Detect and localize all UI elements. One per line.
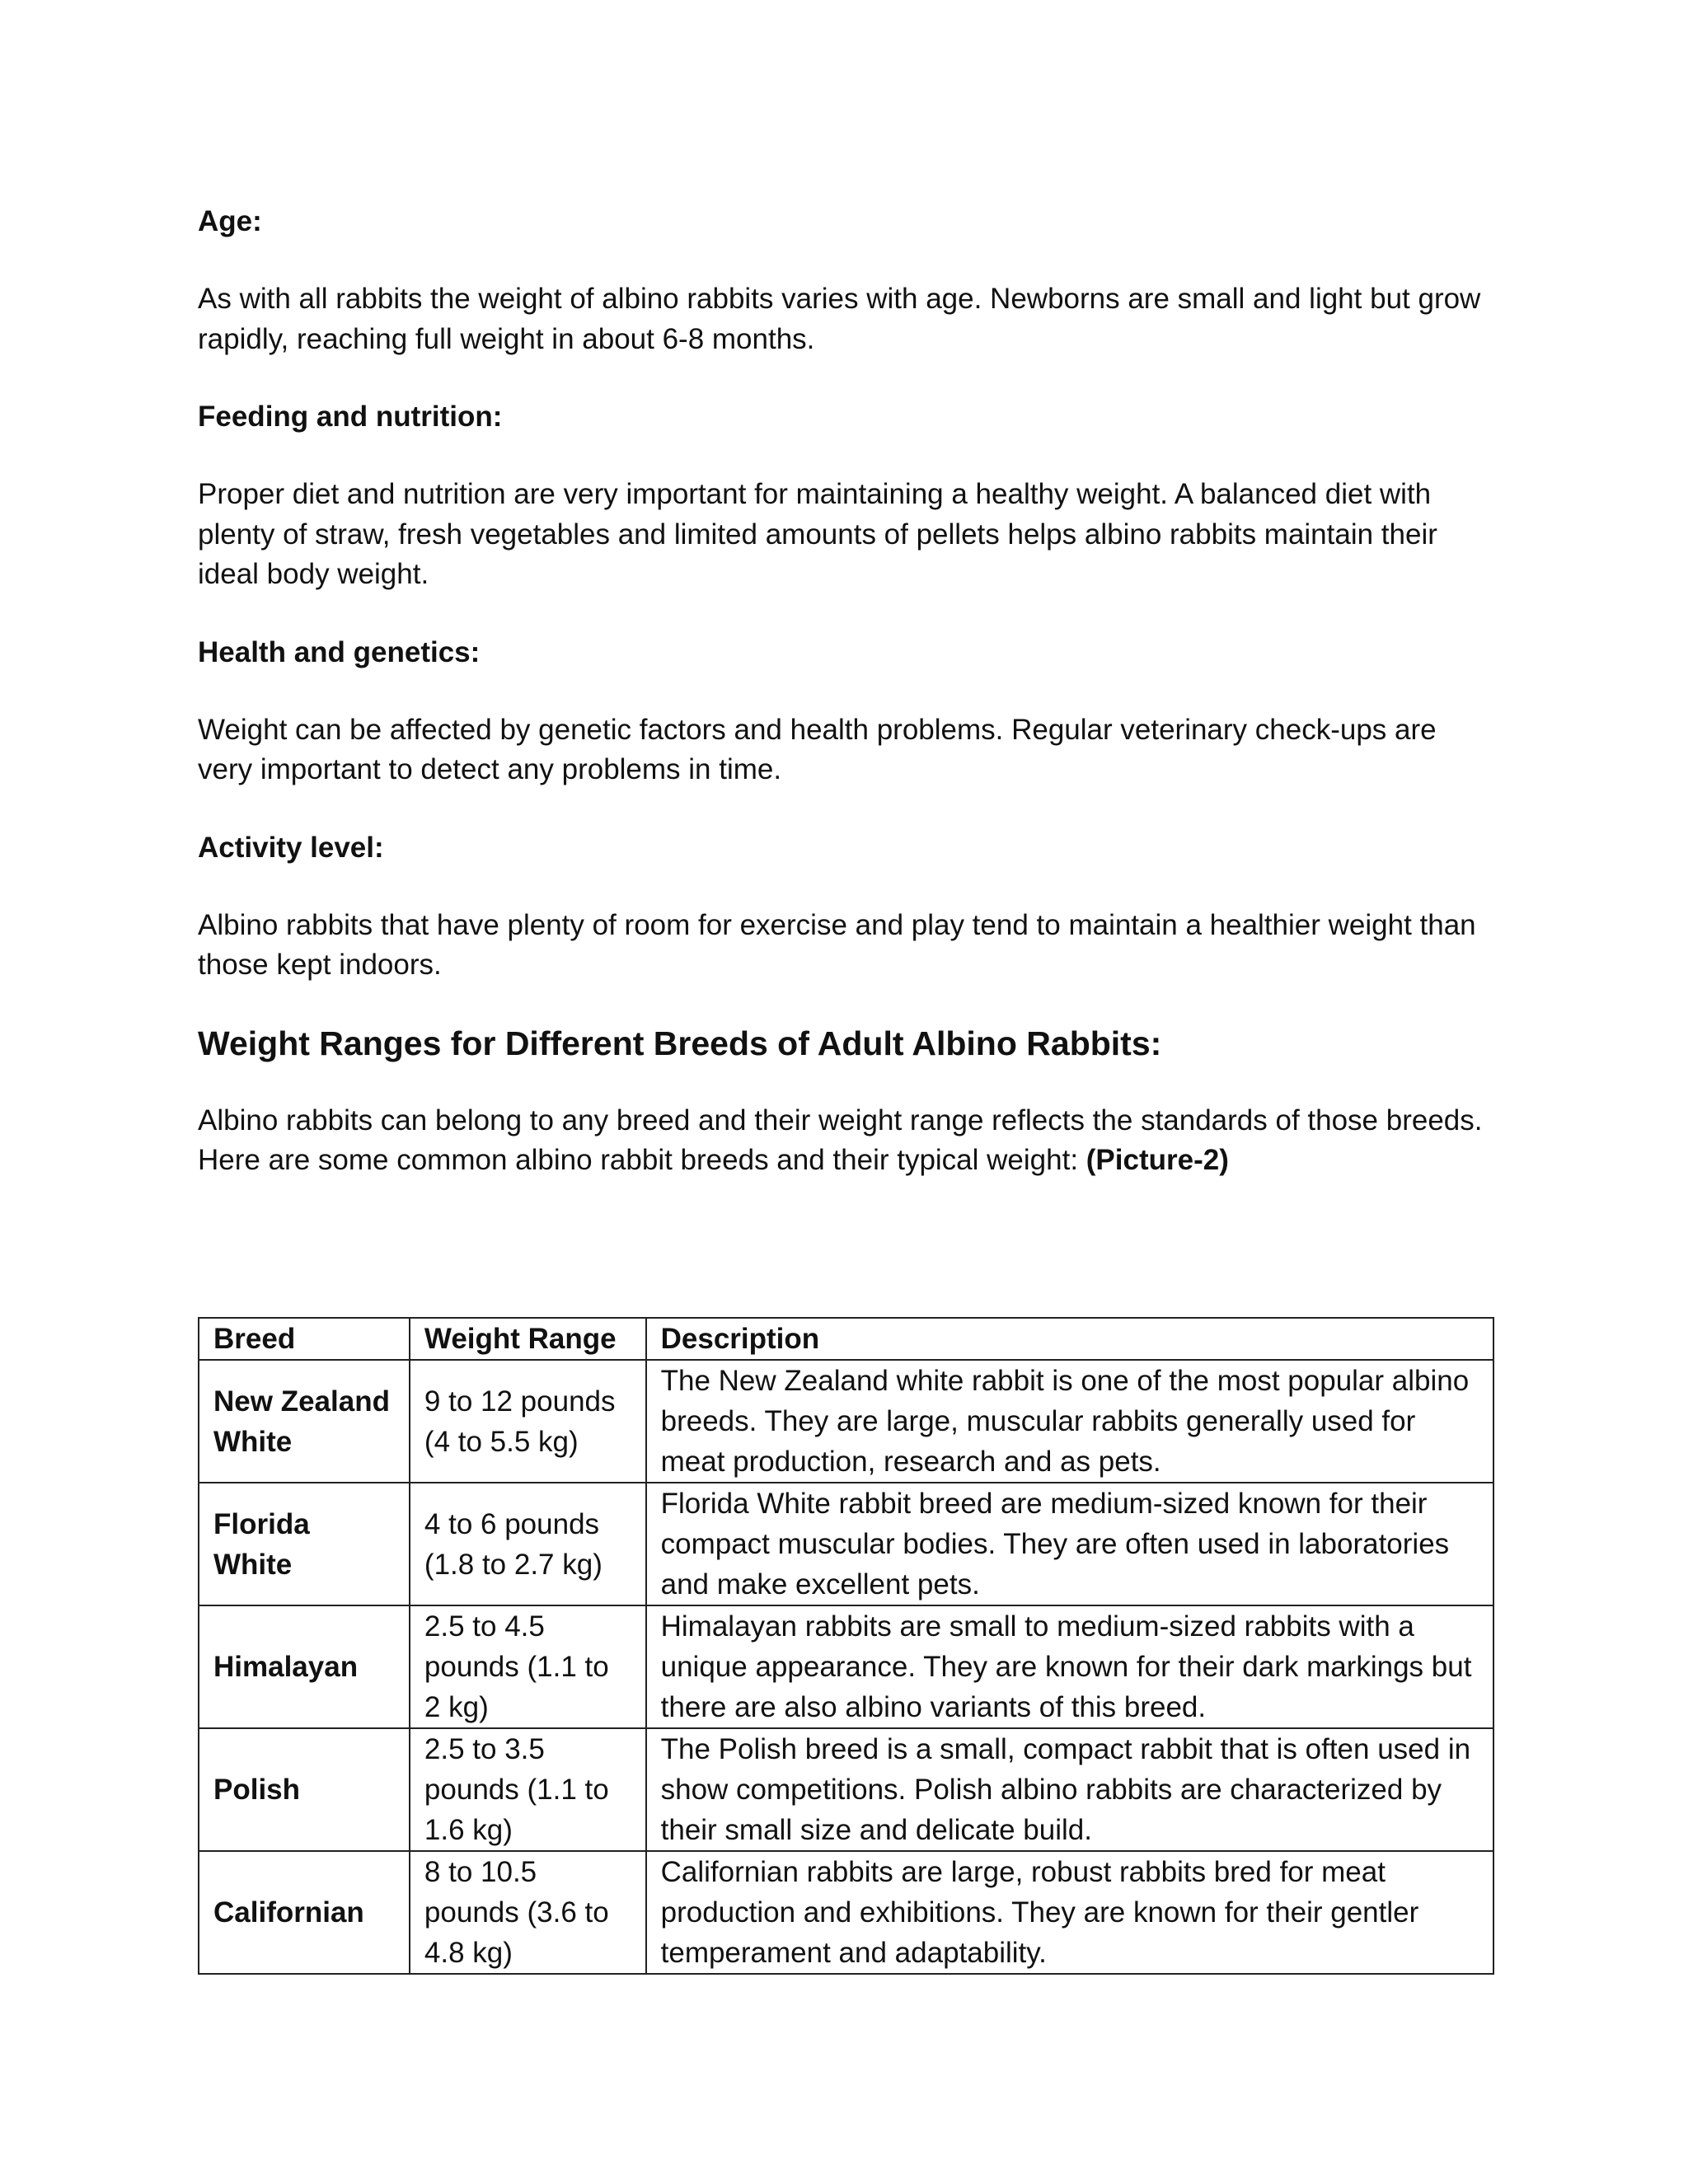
table-row xyxy=(199,1728,1493,1851)
breed-cell: Florida White xyxy=(199,1483,410,1605)
document-body xyxy=(198,202,1492,1181)
section-text-feeding: Proper diet and nutrition are very important for maintaining a healthy weight. A balanced diet with plenty of straw, fresh vegetables and limited amounts of pellets helps albino rabbits maintain their ideal body weight. xyxy=(198,478,1437,590)
table-row xyxy=(199,1360,1493,1483)
header-breed: Breed xyxy=(199,1318,410,1360)
breed-cell: Himalayan xyxy=(199,1605,410,1728)
description-cell: Californian rabbits are large, robust rabbits bred for meat production and exhibitions. They are known for their gentler temperament and adaptability. xyxy=(646,1851,1493,1974)
breed-cell: New Zealand White xyxy=(199,1360,410,1483)
section-text-age: As with all rabbits the weight of albino rabbits varies with age. Newborns are small and light but grow rapidly, reaching full weight in about 6-8 months. xyxy=(198,283,1481,355)
description-cell: Himalayan rabbits are small to medium-sized rabbits with a unique appearance. They are known for their dark markings but there are also albino variants of this breed. xyxy=(646,1605,1493,1728)
table-row xyxy=(199,1605,1493,1728)
section-heading-health: Health and genetics: xyxy=(198,635,481,668)
breed-cell: Polish xyxy=(199,1728,410,1851)
breed-cell: Californian xyxy=(199,1851,410,1974)
weight-ranges-intro-text: Albino rabbits can belong to any breed and their weight range reflects the standards of those breeds. Here are some common albino rabbit breeds and their typical weight: xyxy=(198,1104,1483,1176)
description-cell: The New Zealand white rabbit is one of the most popular albino breeds. They are large, muscular rabbits generally used for meat production, research and as pets. xyxy=(646,1360,1493,1483)
section-heading-activity: Activity level: xyxy=(198,831,384,864)
weight-cell: 9 to 12 pounds (4 to 5.5 kg) xyxy=(410,1360,646,1483)
table-row xyxy=(199,1851,1493,1974)
section-heading-feeding: Feeding and nutrition: xyxy=(198,401,503,433)
weight-ranges-intro xyxy=(198,1101,1492,1181)
description-cell: Florida White rabbit breed are medium-sized known for their compact muscular bodies. They are often used in laboratories and make excellent pets. xyxy=(646,1483,1493,1605)
header-weight-range: Weight Range xyxy=(410,1318,646,1360)
weight-ranges-title: Weight Ranges for Different Breeds of Adult Albino Rabbits: xyxy=(198,1024,1162,1062)
description-cell: The Polish breed is a small, compact rabbit that is often used in show competitions. Polish albino rabbits are characterized by their small size and delicate build. xyxy=(646,1728,1493,1851)
weight-cell: 2.5 to 4.5 pounds (1.1 to 2 kg) xyxy=(410,1605,646,1728)
section-text-health: Weight can be affected by genetic factors and health problems. Regular veterinary check-ups are very important to detect any problems in time. xyxy=(198,713,1437,785)
weight-cell: 4 to 6 pounds (1.8 to 2.7 kg) xyxy=(410,1483,646,1605)
weight-cell: 8 to 10.5 pounds (3.6 to 4.8 kg) xyxy=(410,1851,646,1974)
header-description: Description xyxy=(646,1318,1493,1360)
section-heading-age: Age: xyxy=(198,205,262,237)
breed-weight-table xyxy=(198,1317,1494,1975)
table-header-row xyxy=(199,1318,1493,1360)
table-row xyxy=(199,1483,1493,1605)
section-text-activity: Albino rabbits that have plenty of room for exercise and play tend to maintain a healthier weight than those kept indoors. xyxy=(198,908,1476,981)
picture-reference: (Picture-2) xyxy=(1085,1144,1229,1176)
weight-cell: 2.5 to 3.5 pounds (1.1 to 1.6 kg) xyxy=(410,1728,646,1851)
